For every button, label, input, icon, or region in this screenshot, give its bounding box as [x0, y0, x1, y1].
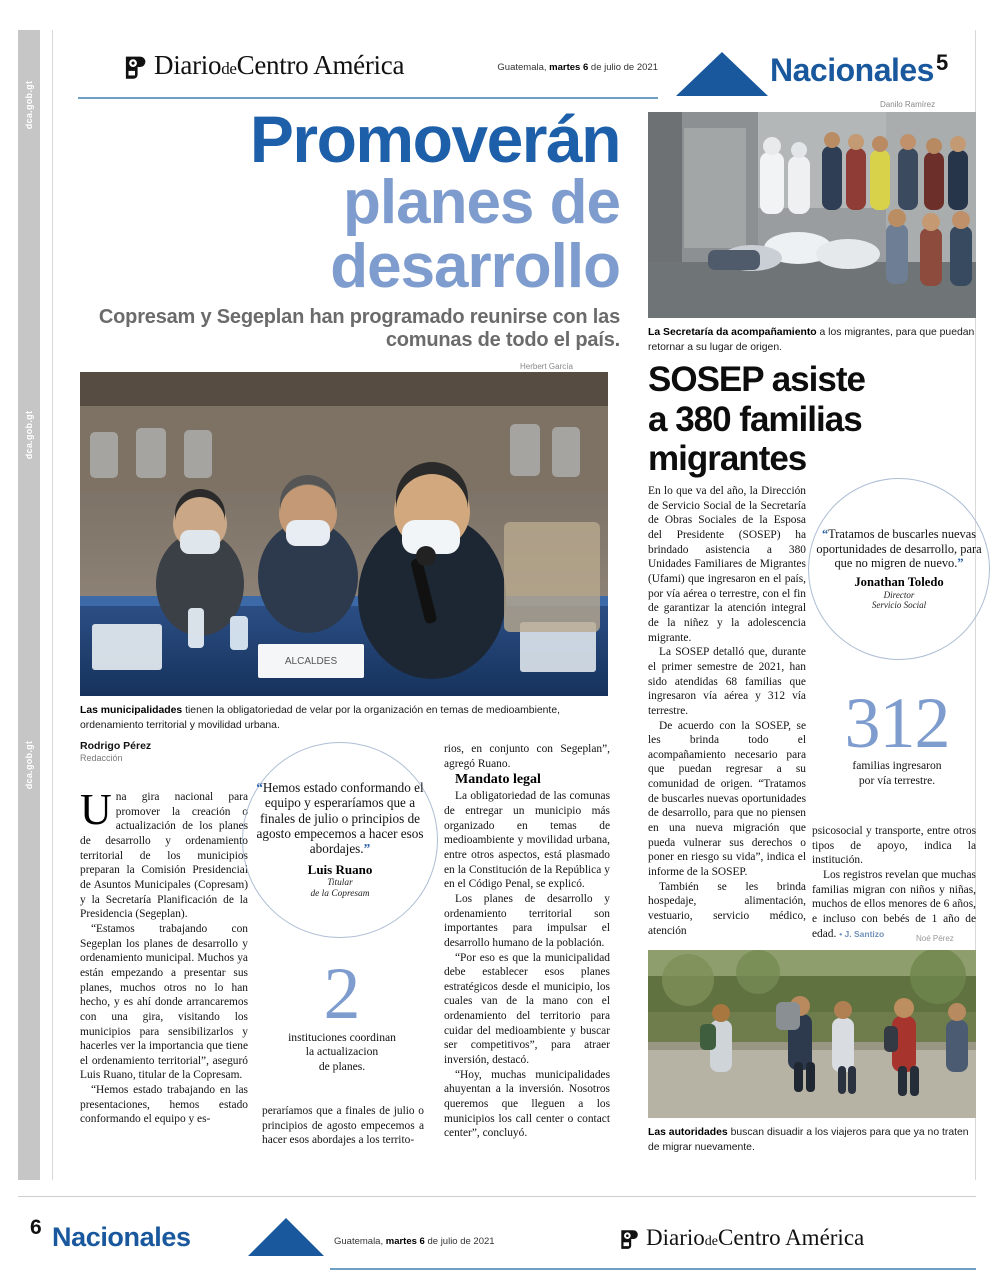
masthead-title — [154, 50, 404, 81]
bottom-photo-credit: Noé Pérez — [916, 934, 954, 943]
headline-line-3: desarrollo — [330, 231, 620, 301]
headline-line-2: planes de — [343, 168, 620, 238]
pull-quote-left-role-1: Titular — [327, 877, 353, 888]
svg-text:ALCALDES: ALCALDES — [284, 656, 338, 667]
footer-masthead — [618, 1226, 966, 1258]
date-city: Guatemala, — [497, 62, 550, 73]
lead-col2-tail: peraríamos que a finales de julio o principios de agosto empecemos a hacer esos abordajes a los territo- — [262, 1105, 424, 1147]
date-rest: de julio de 2021 — [588, 62, 658, 73]
caption-body: a los migrantes, para que puedan retornar a su lugar de origen. — [648, 327, 975, 353]
lead-col1-p3: “Hemos estado trabajando en las presentaciones, hemos estado conformando el equipo y es- — [80, 1084, 248, 1126]
lead-headline — [80, 102, 620, 352]
quote-body: Tratamos de buscarles nuevas oportunidades de desarrollo, para que no migren de nuevo. — [816, 526, 982, 571]
pull-quote-right-role-1: Director — [883, 589, 915, 600]
lead-photo-image — [80, 372, 608, 696]
migrants-photo-caption — [648, 326, 976, 356]
section-label: Nacionales — [770, 52, 934, 88]
caption-lead-in: La Secretaría da acompañamiento — [648, 327, 817, 338]
caption-lead-in: Las autoridades — [648, 1127, 728, 1138]
caption-body: buscan disuadir a los viajeros para que ya no traten de migrar nuevamente. — [648, 1127, 969, 1153]
newspaper-emblem-icon — [122, 54, 148, 80]
pull-quote-left-role-2: de la Copresam — [310, 888, 370, 899]
sosep-headline — [648, 360, 978, 479]
byline-name: Rodrigo Pérez — [80, 740, 152, 752]
lead-photo-credit: Herbert García — [520, 362, 573, 371]
sosep-col1-p1: En lo que va del año, la Dirección de Servicio Social de la Secretaría de Obras Sociales de la Esposa del Presidente (SOSEP) ha brindado asistencia a 380 Unidades Familiares de Migrantes (Ufami) que ingresaron en el país, por vía aérea o terrestre, con el fin de garantizar la atención integral de la niñez y la adolescencia migrante. — [648, 485, 806, 644]
spine-watermark-text: dca.gob.gt — [24, 80, 34, 130]
newspaper-emblem-icon — [618, 1228, 640, 1250]
travelers-photo-image — [648, 950, 976, 1118]
quote-close-mark: ” — [957, 556, 964, 571]
lead-column-3 — [444, 742, 610, 1141]
travelers-photo — [648, 950, 976, 1118]
lead-col3-p4: “Por eso es que la municipalidad debe establecer esos planes estratégicos desde el municipio, los cuales van de la mano con el ordenamiento del territorio para cuidar del medioambiente y buscar ser competitivos”, para atraer inversión, destacó. — [444, 951, 610, 1067]
footer-masthead-part2: Centro América — [717, 1225, 865, 1250]
stat-label-line-1: familias ingresaron — [852, 759, 942, 773]
headline-subhead: Copresam y Segeplan han programado reunirse con las comunas de todo el país. — [98, 305, 620, 352]
lead-col3-p5: “Hoy, muchas municipalidades ahuyentan a la inversión. Nosotros queremos que lleguen a los municipios los call center o contact center”, concluyó. — [444, 1068, 610, 1140]
stat-label-line-2: por vía terrestre. — [858, 773, 936, 787]
footer-date-day: martes 6 — [385, 1236, 425, 1247]
quote-open-mark: “ — [256, 780, 263, 796]
headline-line-1: Promoverán — [249, 102, 620, 176]
stat-label-line-2: la actualizacion — [305, 1045, 379, 1059]
sosep-col1-p2: La SOSEP detalló que, durante el primer semestre de 2021, han sido atendidas 68 familias que ingresaron vía aérea y 312 vía terrestre. — [648, 646, 806, 717]
footer-masthead-part1: Diario — [646, 1225, 705, 1250]
stat-label — [806, 759, 988, 788]
quote-open-mark: “ — [821, 526, 829, 541]
footer-top-rule — [18, 1196, 976, 1197]
sosep-col2-p2 — [812, 868, 976, 941]
byline-role: Redacción — [80, 753, 123, 763]
triangle-up-icon — [676, 52, 768, 96]
left-spine-watermark — [18, 30, 40, 1180]
stat-label-line-3: de planes. — [318, 1059, 366, 1073]
page-number: 5 — [936, 50, 949, 75]
lead-col3-p2: La obligatoriedad de las comunas de entregar un municipio más organizado en temas de medioambiente y movilidad urbana, entre otros aspectos, está plasmado en la Constitución de la República y en el Código Penal, se explicó. — [444, 790, 610, 891]
masthead — [78, 52, 658, 102]
lead-photo — [80, 372, 608, 696]
quote-close-mark: ” — [363, 841, 371, 857]
footer-masthead-de: de — [704, 1234, 718, 1249]
migrants-assistance-photo — [648, 112, 976, 318]
sosep-headline-line-2: a 380 familias — [648, 399, 862, 439]
lead-col3-p1: rios, en conjunto con Segeplan”, agregó Ruano. — [444, 743, 610, 770]
caption-body: tienen la obligatoriedad de velar por la organización en temas de medioambiente, ordenamiento territorial y movilidad urbana. — [80, 705, 560, 731]
top-photo-credit: Danilo Ramírez — [880, 100, 936, 109]
pull-quote-right — [808, 478, 990, 660]
article-signature: • J. Santizo — [839, 928, 885, 939]
sosep-column-2 — [812, 824, 976, 941]
stat-number: 312 — [844, 683, 950, 763]
footer-masthead-title — [646, 1225, 864, 1251]
masthead-title-part2: Centro América — [236, 50, 405, 80]
sosep-col1-p3: De acuerdo con la SOSEP, se les brinda todo el acompañamiento necesario para que puedan regresar a su comunidad de origen. “Tratamos de buscarles nuevas oportunidades de desarrollo, para que no piensen en una nueva migración que pueda vulnerar sus derechos o poner en riesgo su vida”, indica el informe de la SOSEP. — [648, 719, 806, 879]
footer-date-rest: de julio de 2021 — [424, 1236, 495, 1247]
page-left-rule — [52, 30, 53, 1180]
masthead-rule — [78, 97, 658, 99]
sosep-headline-line-1: SOSEP asiste — [648, 360, 865, 399]
sosep-column-1 — [648, 484, 806, 938]
quote-body: Hemos estado conformando el equipo y esperaríamos que a finales de julio o principios de agosto empecemos a hacer esos abordajes. — [256, 780, 424, 857]
lead-col3-p3: Los planes de desarrollo y ordenamiento territorial son importantes para impulsar el desarrollo humano de la población. — [444, 892, 610, 949]
stat-block-families — [806, 683, 988, 788]
spine-watermark-text: dca.gob.gt — [24, 410, 34, 460]
masthead-title-de: de — [221, 59, 237, 78]
pull-quote-left-text — [243, 780, 437, 857]
byline — [80, 740, 151, 763]
sosep-col1-p4: También se les brinda hospedaje, alimentación, vestuario, servicio médico, atención — [648, 880, 806, 937]
stat-label-line-1: instituciones coordinan — [288, 1031, 396, 1045]
drop-cap: U — [80, 785, 112, 834]
pull-quote-right-role-2: Servicio Social — [871, 600, 927, 611]
stat-label — [252, 1031, 432, 1074]
footer-date — [334, 1236, 495, 1247]
footer-date-city: Guatemala, — [334, 1236, 386, 1247]
pull-quote-right-author: Jonathan Toledo — [854, 574, 944, 589]
lead-col1-p1: na gira nacional para promover la creación o actualización de los planes de desarrollo y ordenamiento territorial de los municipios preparan la Comisión Presidencial de Asuntos Municipales (Copresam) y la Secretaría Planificación de la Presidencia (Segeplan). — [80, 791, 248, 921]
sosep-col2-p2-text: Los registros revelan que muchas familias migran con niños y niñas, muchos de ellos menores de 6 años, e incluso con bebés de 1 año de edad. — [812, 868, 976, 940]
lead-column-2 — [262, 1104, 424, 1148]
masthead-title-part1: Diario — [154, 50, 222, 80]
stat-block-institutions — [252, 953, 432, 1074]
pull-quote-left-author: Luis Ruano — [307, 861, 373, 877]
spine-watermark-text: dca.gob.gt — [24, 740, 34, 790]
sosep-headline-line-3: migrantes — [648, 439, 807, 479]
footer-section-label: Nacionales — [52, 1222, 191, 1252]
lead-col1-p2: “Estamos trabajando con Segeplan los planes de desarrollo y ordenamiento municipal. Muchos ya están empezando a presentar sus planes, muchos otros no lo han hecho, y es ahí donde arrancaremos con una gira, visitando los municipios para sensibilizarlos y hacerles ver la importancia que tiene el ordenamiento territorial”, aseguró Luis Ruano, titular de la Copresam. — [80, 922, 248, 1082]
lead-col3-subhead: Mandato legal — [455, 772, 541, 788]
pull-quote-left — [242, 742, 438, 938]
footer-page-number: 6 — [30, 1216, 42, 1239]
lead-column-1 — [80, 785, 248, 1127]
travelers-photo-caption — [648, 1126, 976, 1156]
lead-photo-caption — [80, 704, 608, 734]
date-day: martes 6 — [549, 62, 589, 73]
caption-lead-in: Las municipalidades — [80, 705, 183, 716]
stat-number: 2 — [323, 953, 361, 1035]
pull-quote-right-text — [809, 527, 989, 571]
migrants-assistance-photo-image — [648, 112, 976, 318]
triangle-up-icon — [248, 1218, 324, 1256]
sosep-col2-p1: psicosocial y transporte, entre otros tipos de apoyo, indica la institución. — [812, 825, 976, 867]
footer-rule — [330, 1268, 976, 1270]
masthead-date — [497, 62, 658, 73]
